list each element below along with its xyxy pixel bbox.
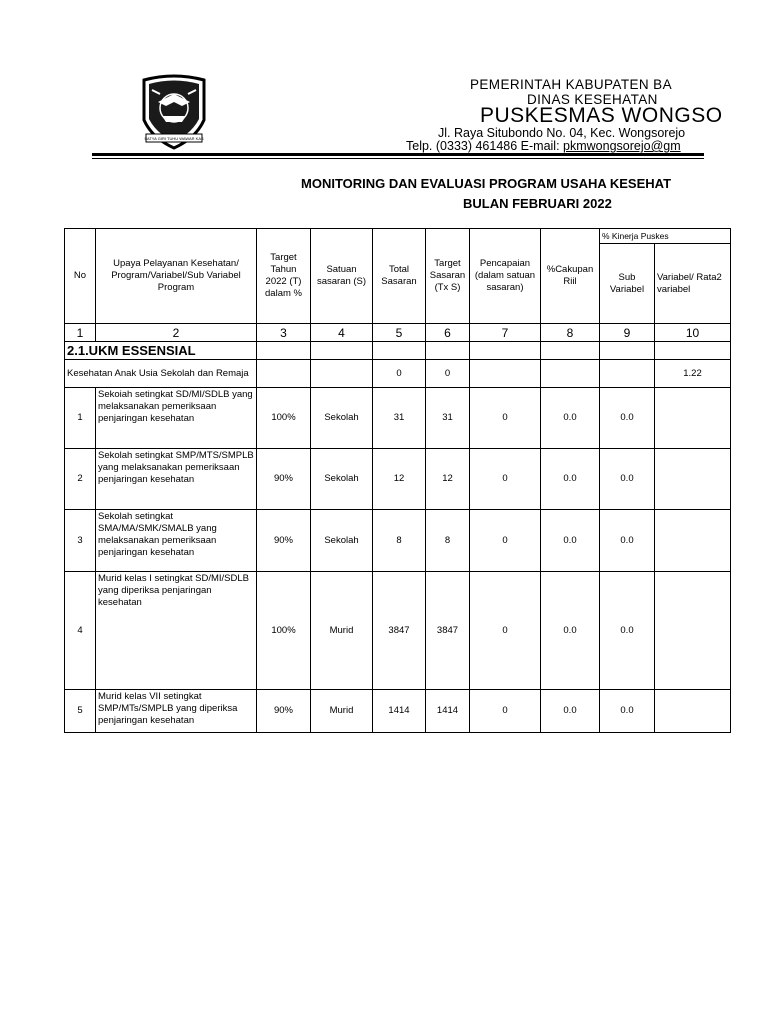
header-target-sasaran: Target Sasaran (Tx S)	[426, 229, 470, 324]
group-row	[65, 360, 731, 388]
empty-cell	[257, 360, 311, 388]
row-satuan: Murid	[311, 690, 373, 733]
row-target-sasaran: 3847	[426, 572, 470, 690]
row-total: 12	[373, 449, 426, 510]
empty-cell	[655, 342, 731, 360]
header-rule-thin	[92, 158, 704, 159]
row-target: 90%	[257, 449, 311, 510]
row-target: 100%	[257, 572, 311, 690]
header-pencapaian: Pencapaian (dalam satuan sasaran)	[470, 229, 541, 324]
document-title: MONITORING DAN EVALUASI PROGRAM USAHA KESEHAT	[301, 176, 672, 191]
col-number: 2	[96, 324, 257, 342]
empty-cell	[541, 342, 600, 360]
section-row	[65, 342, 731, 360]
empty-cell	[600, 342, 655, 360]
row-sub: 0.0	[600, 572, 655, 690]
section-title: 2.1.UKM ESSENSIAL	[65, 342, 257, 360]
table-row	[65, 690, 731, 733]
row-sub: 0.0	[600, 510, 655, 572]
group-variabel: 1.22	[655, 360, 731, 388]
row-var	[655, 690, 731, 733]
row-target-sasaran: 1414	[426, 690, 470, 733]
header-department: DINAS KESEHATAN	[527, 92, 658, 107]
col-number: 3	[257, 324, 311, 342]
header-target: Target Tahun 2022 (T) dalam %	[257, 229, 311, 324]
row-total: 1414	[373, 690, 426, 733]
row-target-sasaran: 12	[426, 449, 470, 510]
empty-cell	[470, 360, 541, 388]
empty-cell	[470, 342, 541, 360]
header-address: Jl. Raya Situbondo No. 04, Kec. Wongsorejo	[438, 126, 686, 140]
header-rule-thick	[92, 153, 704, 156]
header-cakupan: %Cakupan Riil	[541, 229, 600, 324]
table-row	[65, 572, 731, 690]
row-target-sasaran: 31	[426, 388, 470, 449]
col-number: 6	[426, 324, 470, 342]
header-row-1	[65, 229, 731, 244]
col-number: 4	[311, 324, 373, 342]
header-puskesmas: PUSKESMAS WONGSO	[480, 104, 723, 127]
col-number: 10	[655, 324, 731, 342]
row-cakupan: 0.0	[541, 388, 600, 449]
row-desc: Murid kelas VII setingkat SMP/MTs/SMPLB yang diperiksa penjaringan kesehatan	[96, 690, 257, 733]
row-pencapaian: 0	[470, 572, 541, 690]
row-sub: 0.0	[600, 449, 655, 510]
row-no: 4	[65, 572, 96, 690]
table-row	[65, 388, 731, 449]
col-number: 1	[65, 324, 96, 342]
group-target-sasaran: 0	[426, 360, 470, 388]
header-phone: Telp. (0333) 461486 E-mail:	[406, 139, 564, 153]
row-desc: Murid kelas I setingkat SD/MI/SDLB yang diperiksa penjaringan kesehatan	[96, 572, 257, 690]
row-pencapaian: 0	[470, 690, 541, 733]
header-upaya: Upaya Pelayanan Kesehatan/ Program/Variabel/Sub Variabel Program	[96, 229, 257, 324]
empty-cell	[373, 342, 426, 360]
row-pencapaian: 0	[470, 449, 541, 510]
row-total: 3847	[373, 572, 426, 690]
row-target-sasaran: 8	[426, 510, 470, 572]
header-contact	[406, 139, 704, 153]
header-sub-variabel: Sub Variabel	[600, 244, 655, 324]
group-total: 0	[373, 360, 426, 388]
row-satuan: Sekolah	[311, 449, 373, 510]
col-number: 7	[470, 324, 541, 342]
row-cakupan: 0.0	[541, 449, 600, 510]
row-sub: 0.0	[600, 690, 655, 733]
empty-cell	[600, 360, 655, 388]
row-sub: 0.0	[600, 388, 655, 449]
empty-cell	[541, 360, 600, 388]
row-satuan: Murid	[311, 572, 373, 690]
row-target: 100%	[257, 388, 311, 449]
evaluation-table-wrapper	[64, 228, 722, 733]
row-cakupan: 0.0	[541, 572, 600, 690]
empty-cell	[311, 360, 373, 388]
row-var	[655, 449, 731, 510]
col-number: 5	[373, 324, 426, 342]
row-desc: Sekoiah setingkat SD/MI/SDLB yang melaksanakan pemeriksaan penjaringan kesehatan	[96, 388, 257, 449]
row-desc: Sekolah setingkat SMA/MA/SMK/SMALB yang melaksanakan pemeriksaan penjaringan kesehatan	[96, 510, 257, 572]
row-total: 8	[373, 510, 426, 572]
row-var	[655, 510, 731, 572]
table-row	[65, 449, 731, 510]
column-number-row	[65, 324, 731, 342]
row-var	[655, 572, 731, 690]
evaluation-table	[64, 228, 731, 733]
kabupaten-logo	[136, 72, 212, 152]
col-number: 8	[541, 324, 600, 342]
row-no: 2	[65, 449, 96, 510]
row-cakupan: 0.0	[541, 690, 600, 733]
document-period: BULAN FEBRUARI 2022	[463, 196, 612, 211]
empty-cell	[426, 342, 470, 360]
row-satuan: Sekolah	[311, 388, 373, 449]
header-total: Total Sasaran	[373, 229, 426, 324]
row-var	[655, 388, 731, 449]
row-pencapaian: 0	[470, 510, 541, 572]
empty-cell	[257, 342, 311, 360]
row-desc: Sekolah setingkat SMP/MTS/SMPLB yang melaksanakan pemeriksaan penjaringan kesehatan	[96, 449, 257, 510]
header-government: PEMERINTAH KABUPATEN BA	[470, 77, 672, 92]
row-pencapaian: 0	[470, 388, 541, 449]
row-no: 3	[65, 510, 96, 572]
row-total: 31	[373, 388, 426, 449]
header-email[interactable]: pkmwongsorejo@gm	[563, 139, 681, 153]
row-target: 90%	[257, 690, 311, 733]
table-row	[65, 510, 731, 572]
header-no: No	[65, 229, 96, 324]
row-target: 90%	[257, 510, 311, 572]
row-cakupan: 0.0	[541, 510, 600, 572]
row-satuan: Sekolah	[311, 510, 373, 572]
group-label: Kesehatan Anak Usia Sekolah dan Remaja	[65, 360, 257, 388]
logo-motto: SATYA GIRI TUHU WAWAR KAS	[144, 136, 204, 141]
empty-cell	[311, 342, 373, 360]
header-kinerja: % Kinerja Puskes	[600, 229, 731, 244]
header-variabel: Variabel/ Rata2 variabel	[655, 244, 731, 324]
row-no: 1	[65, 388, 96, 449]
header-satuan: Satuan sasaran (S)	[311, 229, 373, 324]
row-no: 5	[65, 690, 96, 733]
col-number: 9	[600, 324, 655, 342]
